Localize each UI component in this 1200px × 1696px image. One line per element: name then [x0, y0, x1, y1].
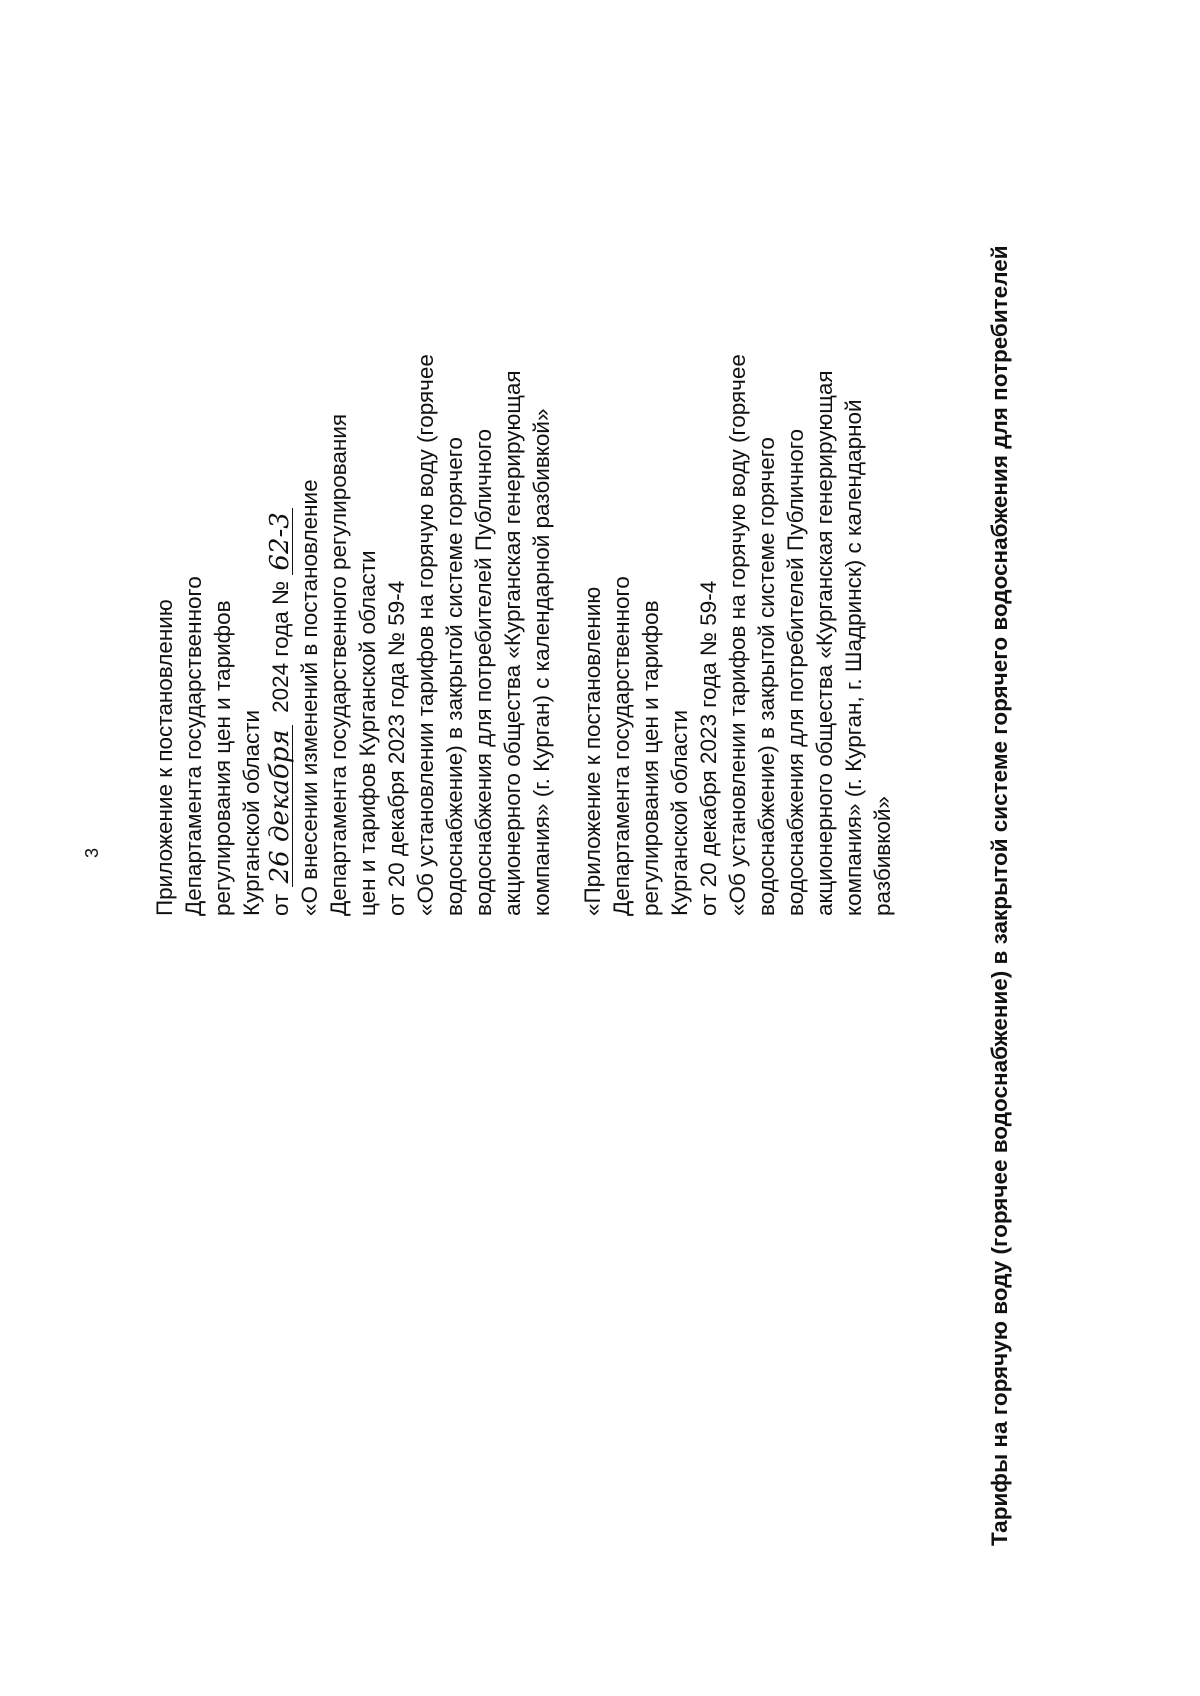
annex-title-line: «Об установлении тарифов на горячую воду (горячее	[413, 354, 438, 916]
annex-header-original	[578, 116, 897, 916]
document-title: Тарифы на горячую воду (горячее водоснабжение) в закрытой системе горячего водоснабжения для потребителей	[987, 245, 1012, 1546]
annex-date-line	[266, 116, 295, 916]
date-prefix: от	[268, 893, 293, 916]
annex-line: водоснабжения для потребителей Публичного	[783, 428, 808, 916]
annex-title-line: водоснабжение) в закрытой системе горячего	[442, 437, 467, 916]
annex-line: «Приложение к постановлению	[580, 586, 605, 916]
annex-line: Департамента государственного	[609, 576, 634, 916]
annex-line: регулирования цен и тарифов	[210, 600, 235, 916]
annex-header-current	[150, 116, 556, 916]
page-number: 3	[82, 847, 102, 858]
annex-line: от 20 декабря 2023 года № 59-4	[696, 580, 721, 916]
annex-title-line: от 20 декабря 2023 года № 59-4	[384, 580, 409, 916]
annex-line: разбивкой»	[870, 796, 895, 916]
annex-title-line: акционерного общества «Курганская генерирующая	[500, 370, 525, 916]
annex-line: регулирования цен и тарифов	[638, 600, 663, 916]
annex-title-line: «О внесении изменений в постановление	[297, 479, 322, 916]
annex-line: акционерного общества «Курганская генерирующая	[812, 370, 837, 916]
annex-line: «Об установлении тарифов на горячую воду (горячее	[725, 354, 750, 916]
annex-line: Курганской области	[667, 709, 692, 916]
annex-title-line: водоснабжения для потребителей Публичного	[471, 428, 496, 916]
annex-line: Курганской области	[239, 709, 264, 916]
annex-line: Департамента государственного	[181, 576, 206, 916]
year-number-label: 2024 года №	[268, 580, 293, 713]
annex-line: Приложение к постановлению	[152, 599, 177, 916]
annex-line: водоснабжение) в закрытой системе горячего	[754, 437, 779, 916]
annex-line: компания» (г. Курган, г. Шадринск) с календарной	[841, 399, 866, 916]
annex-title-line: цен и тарифов Курганской области	[355, 550, 380, 916]
handwritten-date: 26 декабря	[268, 725, 293, 887]
annex-title-line: Департамента государственного регулирования	[326, 413, 351, 916]
handwritten-number: 62-3	[268, 508, 293, 574]
annex-title-line: компания» (г. Курган) с календарной разбивкой»	[529, 408, 554, 916]
